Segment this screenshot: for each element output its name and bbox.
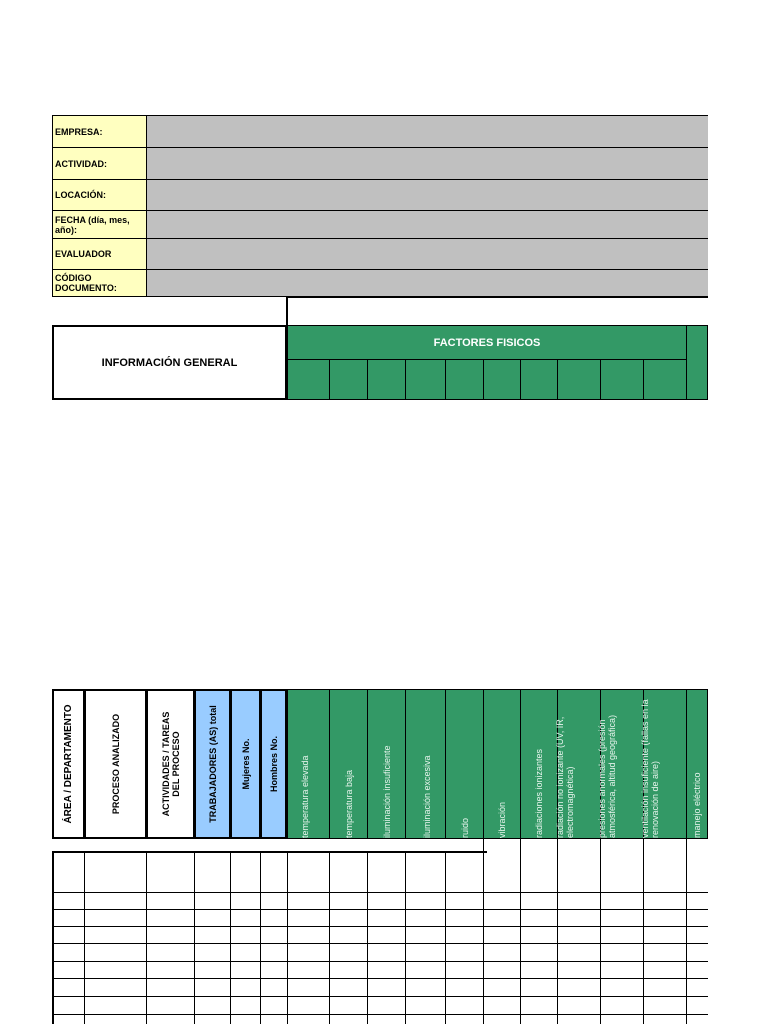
factor-label: radiación no ionizante (UV, IR, electromagnética) [555, 716, 575, 838]
col-header-area [52, 689, 85, 839]
grid-line [52, 943, 708, 944]
general-info-cell [52, 325, 287, 400]
factor-subcell [557, 359, 601, 400]
grid-line [52, 909, 708, 910]
factor-subcell [329, 359, 368, 400]
grid-line [329, 852, 330, 1024]
factor-label: manejo eléctrico [692, 772, 702, 838]
blank-cell [286, 296, 288, 326]
data-grid [52, 838, 708, 1024]
col-header-factor-temperatura-baja [329, 689, 368, 839]
grid-line [52, 961, 708, 962]
col-header-factor-radiacion-no-ionizante [557, 689, 601, 839]
col-header-factor-ruido [445, 689, 484, 839]
fecha-label: FECHA (día, mes, año): [52, 210, 147, 239]
empresa-label: EMPRESA: [52, 115, 147, 148]
locacion-label: LOCACIÓN: [52, 179, 147, 211]
grid-line [52, 996, 708, 997]
col-header-mujeres [230, 689, 261, 839]
col-header-factor-vibracion [483, 689, 521, 839]
grid-line [194, 852, 195, 1024]
factor-subcell [405, 359, 446, 400]
col-header-hombres-label: Hombres No. [268, 735, 279, 793]
grid-line [287, 852, 288, 1024]
physical-factors-title: FACTORES FISICOS [433, 336, 541, 349]
grid-line [52, 851, 54, 1024]
fecha-value-field[interactable] [146, 210, 708, 239]
factor-subcell [483, 359, 521, 400]
factor-subheader-row [287, 359, 687, 400]
codigo-documento-label: CÓDIGO DOCUMENTO: [52, 269, 147, 297]
grid-line [405, 852, 406, 1024]
grid-line [52, 851, 487, 853]
codigo-documento-value-field[interactable] [146, 269, 708, 297]
actividad-label: ACTIVIDAD: [52, 147, 147, 180]
col-header-factor-iluminacion-insuficiente [367, 689, 406, 839]
grid-line [445, 852, 446, 1024]
col-header-hombres [260, 689, 287, 839]
grid-line [52, 1014, 708, 1015]
col-header-factor-temperatura-elevada [287, 689, 330, 839]
factor-label: presiones anormales (presión atmosférica, altitud geográfica) [597, 714, 617, 838]
factor-label: temperatura baja [344, 769, 354, 838]
factor-subcell [520, 359, 558, 400]
grid-line [367, 852, 368, 1024]
col-header-proceso [84, 689, 147, 839]
factor-label: radiaciones ionizantes [534, 748, 544, 838]
evaluador-value-field[interactable] [146, 238, 708, 270]
col-header-factor-radiaciones-ionizantes [520, 689, 558, 839]
physical-factors-header [287, 325, 687, 360]
factor-subcell [287, 359, 330, 400]
grid-line [230, 852, 231, 1024]
grid-line [52, 892, 708, 893]
col-header-trabajadores [194, 689, 231, 839]
col-header-factor-ventilacion-insuficiente [640, 689, 687, 839]
col-header-actividades-label: ACTIVIDADES / TAREAS DEL PROCESO [160, 711, 181, 817]
col-header-mujeres-label: Mujeres No. [240, 738, 251, 790]
grid-line [146, 852, 147, 1024]
factor-subcell [445, 359, 484, 400]
evaluador-label: EVALUADOR [52, 238, 147, 270]
factor-subcell [600, 359, 644, 400]
grid-line [260, 852, 261, 1024]
empresa-value-field[interactable] [146, 115, 708, 148]
col-header-factor-iluminacion-excesiva [405, 689, 446, 839]
actividad-value-field[interactable] [146, 147, 708, 180]
col-header-factor-presiones-anormales [597, 689, 644, 839]
factor-label: iluminación insuficiente [382, 745, 392, 838]
factor-label: vibración [497, 801, 507, 838]
factor-subcell [643, 359, 687, 400]
col-header-factor-manejo-electrico [686, 689, 708, 839]
form-bottom-border [286, 296, 708, 298]
factor-label: ruido [460, 817, 470, 838]
factor-label: iluminación excesiva [422, 755, 432, 838]
grid-line [52, 978, 708, 979]
col-header-area-label: ÁREA / DEPARTAMENTO [62, 704, 74, 824]
factor-subcell [367, 359, 406, 400]
col-header-actividades [146, 689, 195, 839]
general-info-title: INFORMACIÓN GENERAL [101, 356, 238, 369]
locacion-value-field[interactable] [146, 179, 708, 211]
factor-label: ventilación insuficiente (fallas en la renovación de aire) [640, 699, 660, 838]
col-header-proceso-label: PROCESO ANALIZADO [110, 713, 121, 815]
factor-label: temperatura elevada [300, 755, 310, 838]
grid-line [84, 852, 85, 1024]
col-header-trabajadores-label: TRABAJADORES (AS) total [207, 705, 218, 823]
next-factor-group-header [686, 325, 708, 400]
grid-line [52, 926, 708, 927]
